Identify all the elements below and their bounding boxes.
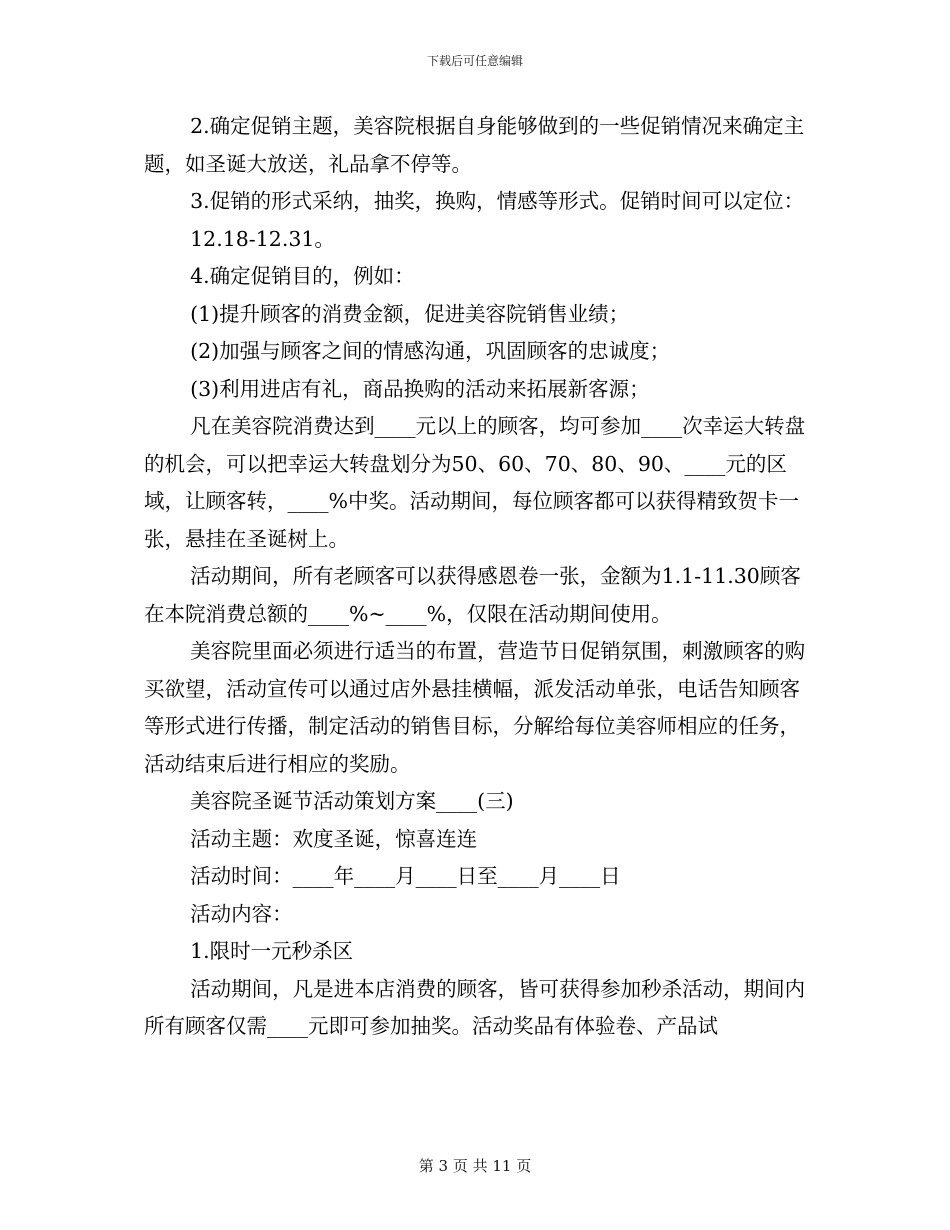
- paragraph-flash-sale: 1.限时一元秒杀区: [190, 939, 354, 963]
- paragraph-goal-3: (3)利用进店有礼，商品换购的活动来拓展新客源；: [190, 376, 650, 401]
- paragraph-activity-theme: 活动主题：欢度圣诞，惊喜连连: [190, 826, 478, 851]
- paragraph-promo-theme: 2.确定促销主题，美容院根据自身能够做到的一些促销情况来确定主题，如圣诞大放送，礼品拿不停等。: [144, 114, 805, 176]
- paragraph-flash-sale-detail: 活动期间，凡是进本店消费的顾客，皆可获得参加秒杀活动，期间内所有顾客仅需____元即可参加抽奖。活动奖品有体验卷、产品试: [144, 976, 806, 1038]
- paragraph-activity-content: 活动内容：: [190, 901, 293, 926]
- paragraph-goal-2: (2)加强与顾客之间的情感沟通，巩固顾客的忠诚度；: [190, 339, 671, 363]
- paragraph-plan-title: 美容院圣诞节活动策划方案____(三): [190, 789, 514, 813]
- paragraph-goal-1: (1)提升顾客的消费金额，促进美容院销售业绩；: [190, 301, 630, 326]
- paragraph-promo-form: 3.促销的形式采纳，抽奖，换购，情感等形式。促销时间可以定位：: [190, 189, 805, 213]
- paragraph-decoration: 美容院里面必须进行适当的布置，营造节日促销氛围，刺激顾客的购买欲望，活动宣传可以通过店外悬挂横幅，派发活动单张，电话告知顾客等形式进行传播，制定活动的销售目标，分解给每位美容师相应的任务，活动结束后进行相应的奖励。: [144, 639, 806, 776]
- paragraph-lucky-wheel: 凡在美容院消费达到____元以上的顾客，均可参加____次幸运大转盘的机会，可以把幸运大转盘划分为50、60、70、80、90、____元的区域，让顾客转，____%中奖。活动期间，每位顾客都可以获得精致贺卡一张，悬挂在圣诞树上。: [144, 414, 806, 551]
- paragraph-activity-time: 活动时间：____年____月____日至____月____日: [190, 864, 621, 888]
- paragraph-promo-goal: 4.确定促销目的，例如：: [190, 264, 415, 288]
- page-footer: 第 3 页 共 11 页: [418, 1157, 532, 1175]
- paragraph-promo-dates: 12.18-12.31。: [190, 226, 335, 251]
- document-body: [144, 108, 806, 1046]
- paragraph-thanks-voucher: 活动期间，所有老顾客可以获得感恩卷一张，金额为1.1-11.30顾客在本院消费总额的____%~____%，仅限在活动期间使用。: [144, 564, 801, 626]
- page-header: 下载后可任意编辑: [426, 54, 523, 68]
